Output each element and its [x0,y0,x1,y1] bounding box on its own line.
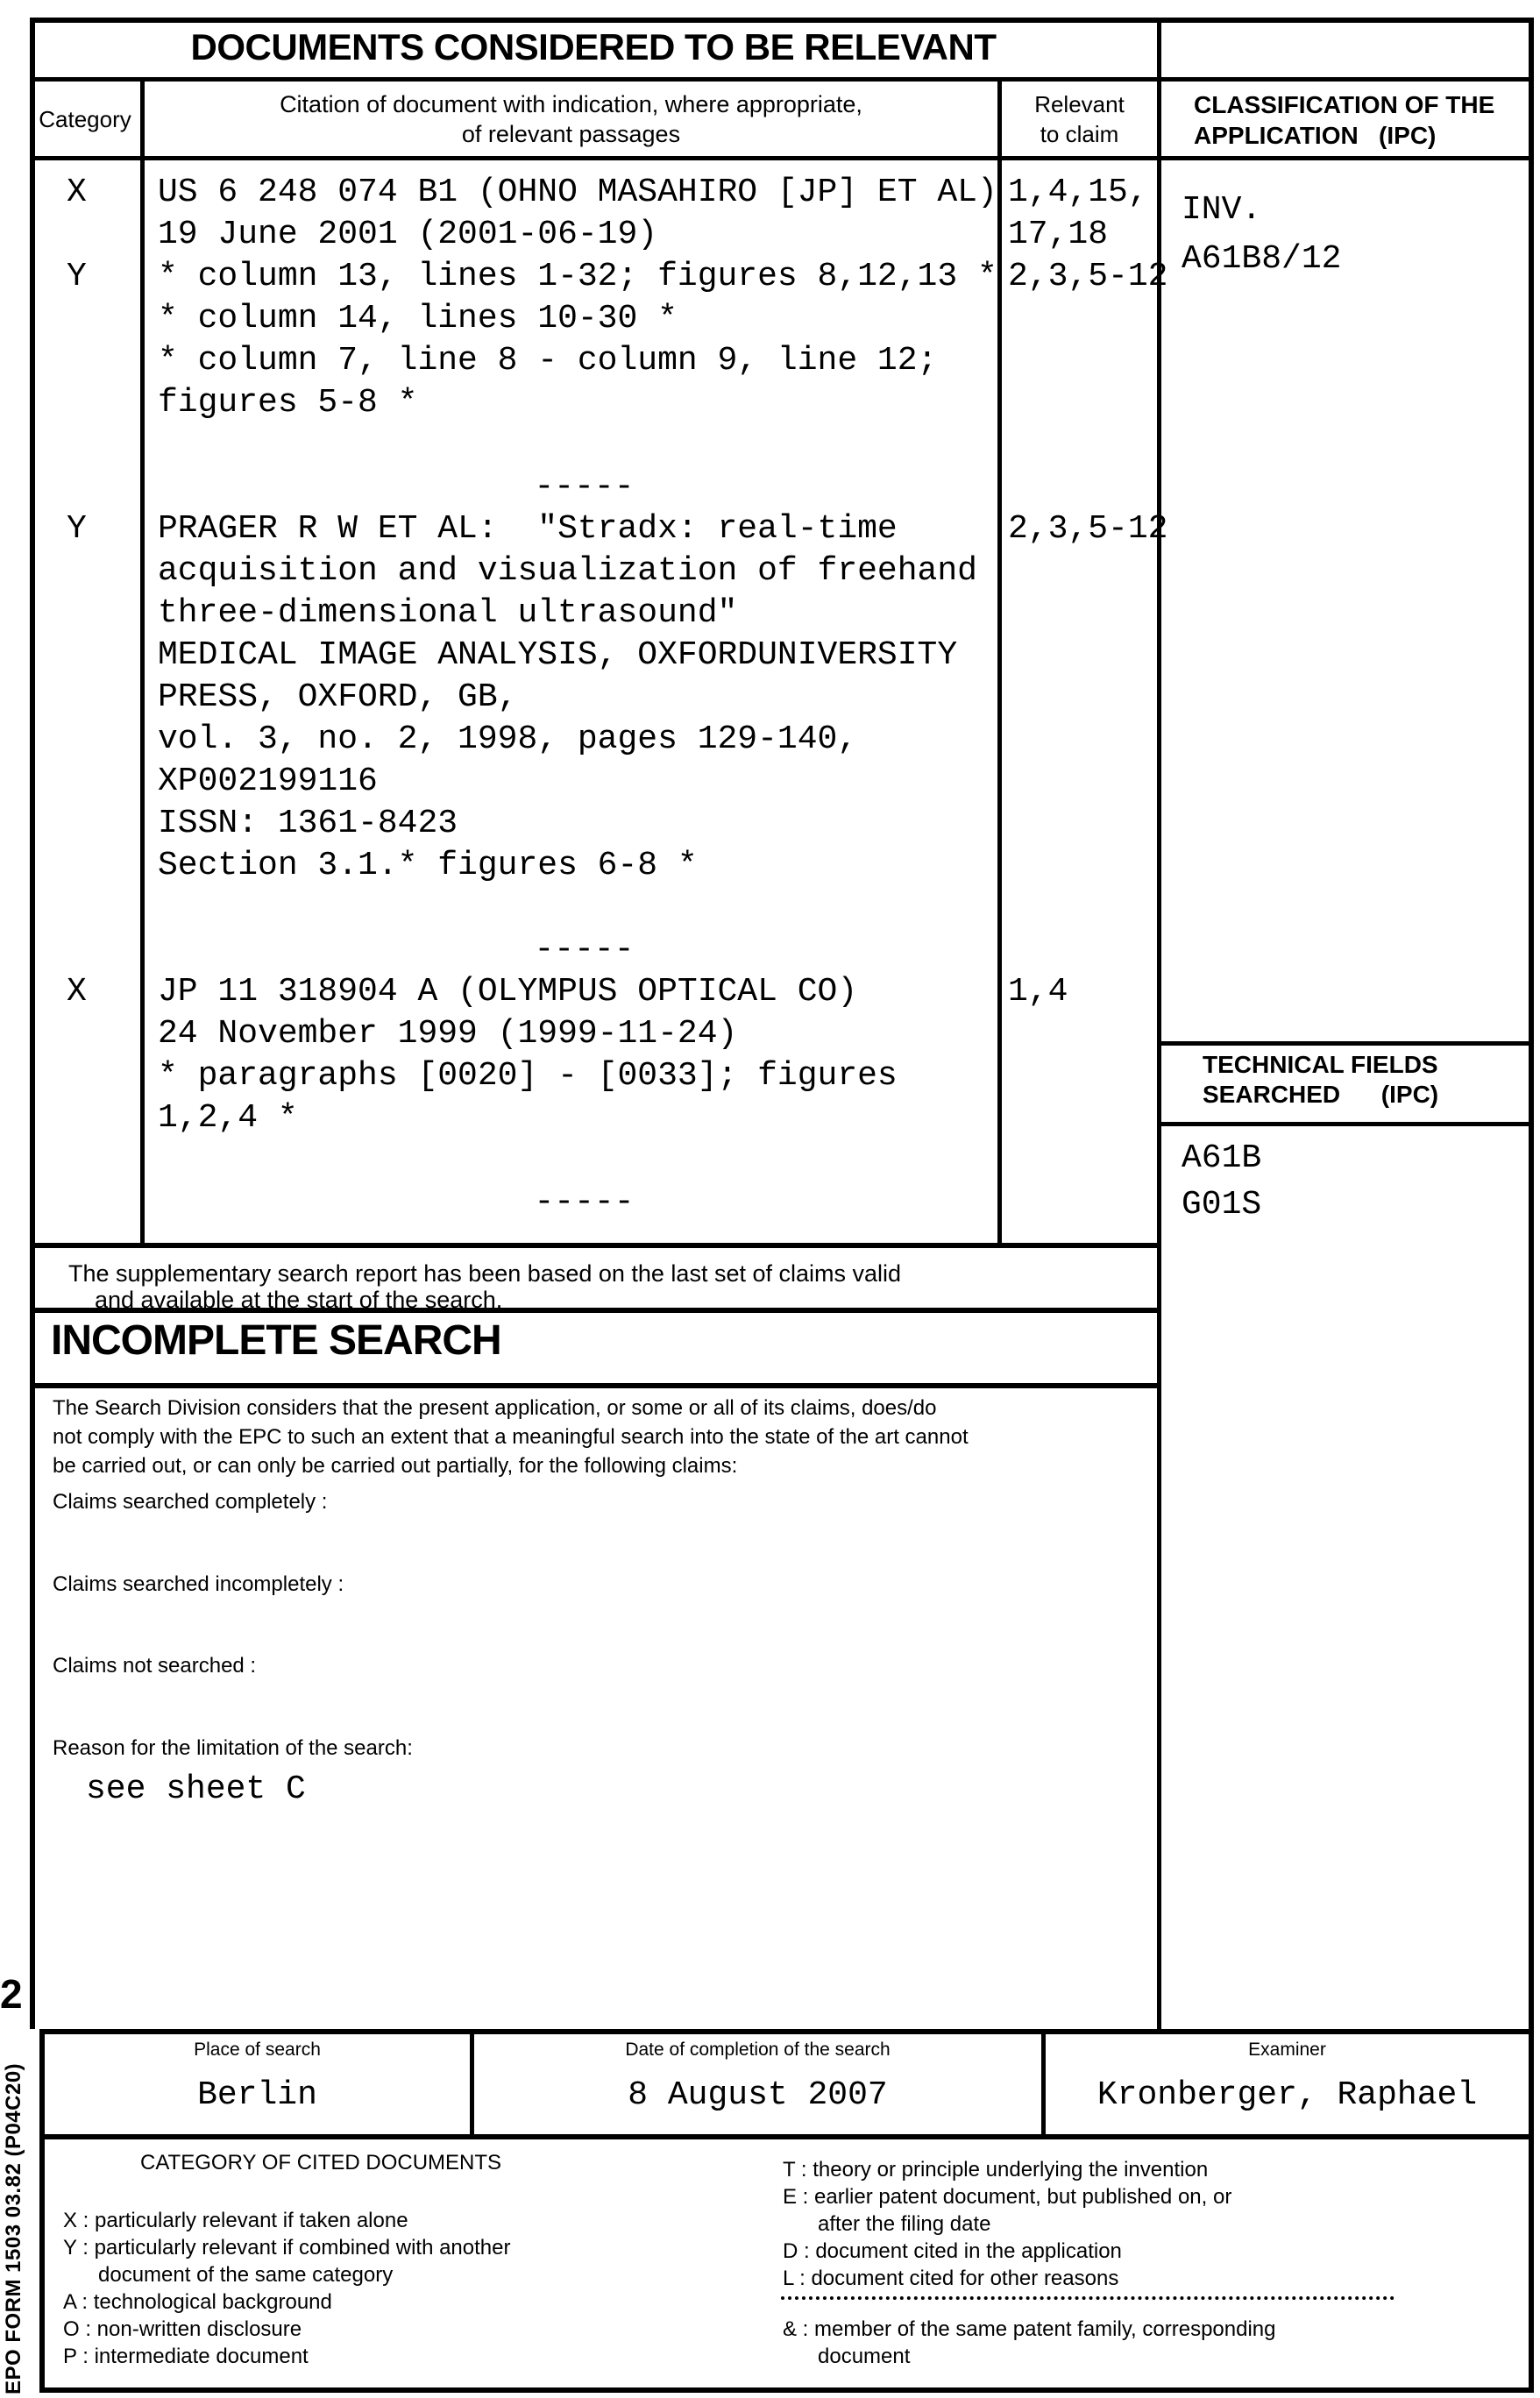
cited-documents-legend-title: CATEGORY OF CITED DOCUMENTS [140,2151,502,2175]
technical-fields-values: A61B G01S [1182,1139,1262,1224]
category-column-header-label: Category [39,105,131,132]
citation-passage: US 6 248 074 B1 (OHNO MASAHIRO [JP] ET AL) 19 June 2001 (2001-06-19) * column 13, lines 1-32; figures 8,12,13 * * column 14, lines 10-30 * * column 7, line 8 - column 9, line 12; figures 5-8 * [158,174,997,422]
place-of-search-value: Berlin [197,2076,317,2114]
classification-column-divider [1157,18,1161,2029]
supplementary-note: The supplementary search report has been based on the last set of claims valid and available at the start of the search. [68,1260,902,1313]
date-of-completion-value: 8 August 2007 [628,2076,888,2114]
examiner-label: Examiner [1248,2040,1326,2060]
search-limitation-reason-value: see sheet C [86,1770,306,1808]
classification-values: INV. A61B8/12 [1182,191,1342,278]
citation-row [30,508,1168,971]
cited-documents-legend-right-bottom: & : member of the same patent family, corresponding document [783,2317,1276,2368]
header-row-bottom-border [30,156,1534,160]
claims-not-searched-label: Claims not searched : [53,1654,257,1678]
technical-fields-box-top-border [1157,1041,1534,1046]
technical-fields-box-bottom-border [1157,1122,1534,1126]
documents-table-title: DOCUMENTS CONSIDERED TO BE RELEVANT [190,26,997,67]
classification-header: CLASSIFICATION OF THE APPLICATION (IPC) [1194,91,1495,149]
legend-dotted-divider [781,2296,1395,2300]
search-limitation-reason-label: Reason for the limitation of the search: [53,1736,413,1760]
relevant-column-header [1002,82,1157,156]
incomplete-search-description: The Search Division considers that the present application, or some or all of its claims, does/do not comply with the EPC to such an extent that a meaningful search into the state of the art cannot be carried out, or can only be carried out partially, for the following claims: [53,1396,969,1478]
date-of-completion-cell [474,2034,1041,2134]
citation-category: X Y [67,174,87,295]
citation-relevant-claims: 2,3,5-12 [1008,510,1168,548]
outer-right-border [1529,18,1534,2393]
claims-searched-incompletely-label: Claims searched incompletely : [53,1572,344,1596]
citation-row [30,172,1168,508]
citation-category: Y [67,510,87,548]
form-code-vertical-text: EPO FORM 1503 03.82 (P04C20) [2,2062,25,2394]
cited-documents-legend-right-top: T : theory or principle underlying the invention E : earlier patent document, but published on, or after the filing date D : document cited in the application L : document cited for other reasons [783,2158,1232,2290]
documents-table-bottom-border [30,1243,1161,1248]
incomplete-search-title-bottom-border [30,1383,1161,1388]
citation-relevant-claims: 1,4,15, 17,18 2,3,5-12 [1008,174,1168,295]
outer-bottom-border [39,2387,1534,2393]
technical-fields-header: TECHNICAL FIELDS SEARCHED (IPC) [1203,1051,1439,1108]
date-of-completion-label: Date of completion of the search [625,2040,891,2060]
citation-separator: ----- [534,1183,635,1221]
citation-separator: ----- [534,468,635,506]
citation-column-header [145,82,997,156]
place-of-search-cell [45,2034,470,2134]
citation-passage: JP 11 318904 A (OLYMPUS OPTICAL CO) 24 November 1999 (1999-11-24) * paragraphs [0020] - [0033]; figures 1,2,4 * [158,973,898,1137]
citation-category: X [67,973,87,1011]
citation-relevant-claims: 1,4 [1008,973,1068,1011]
category-column-header [30,82,140,156]
claims-searched-completely-label: Claims searched completely : [53,1490,328,1514]
incomplete-search-title: INCOMPLETE SEARCH [51,1317,501,1364]
citation-column-header-label: Citation of document with indication, where appropriate, of relevant passages [280,90,862,147]
citation-row [30,971,1157,1224]
citations-list [30,172,1168,1224]
citation-passage: PRAGER R W ET AL: "Stradx: real-time acquisition and visualization of freehand three-dimensional ultrasound" MEDICAL IMAGE ANALYSIS, OXFORDUNIVERSITY PRESS, OXFORD, GB, vol. 3, no. 2, 1998, pages 129-140, XP002199116 ISSN: 1361-8423 Section 3.1.* figures 6-8 * [158,510,977,884]
examiner-value: Kronberger, Raphael [1096,2076,1478,2114]
page-number: 2 [0,1971,23,2017]
citation-separator: ----- [534,931,635,968]
place-of-search-label: Place of search [194,2040,321,2060]
examiner-cell [1046,2034,1529,2134]
cited-documents-legend-left: X : particularly relevant if taken alone Y : particularly relevant if combined with another document of the same category A : technological background O : non-written disclosure P : intermediate document [63,2209,511,2368]
relevant-column-header-label: Relevant to claim [1034,90,1125,147]
search-row-bottom-border [39,2134,1534,2139]
